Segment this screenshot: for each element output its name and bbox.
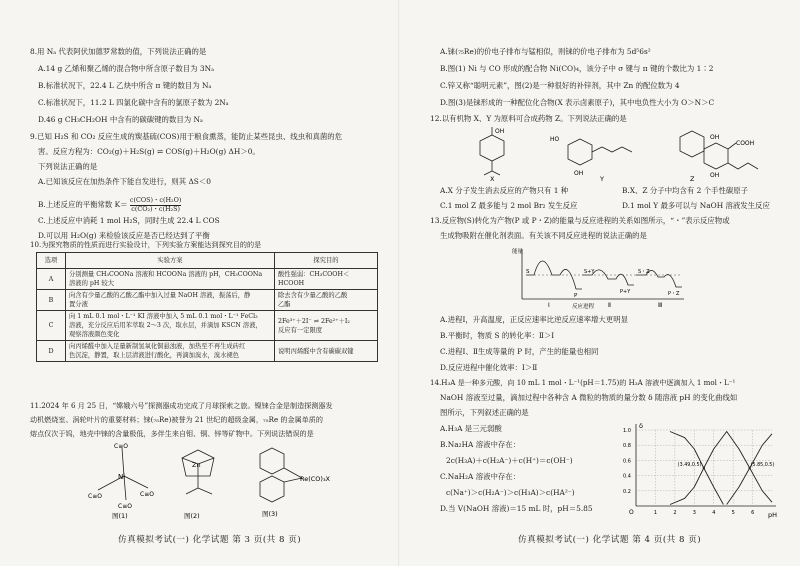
plan-line: 色沉淀，静置，取上层清液进行酸化，再滴加溴水，溴水褪色 xyxy=(69,352,240,359)
table-cell-plan xyxy=(66,311,275,341)
q10-stem: 10.为探究物质的性质而进行实验设计，下列实验方案能达到探究目的的是 xyxy=(30,240,262,249)
q13-option-c: C.进程Ⅰ、Ⅱ生成等量的 P 时，产生的能量也相同 xyxy=(440,347,599,356)
intersection-label: (5.85,0.5) xyxy=(750,463,775,468)
table-row xyxy=(37,311,378,341)
page-footer-left: 仿真模拟考试(一) 化学试题 第 3 页(共 8 页) xyxy=(118,535,302,545)
q9-option-d: D.可以用 H₂O(g) 来检验该反应是否已经达到了平衡 xyxy=(38,231,210,240)
y-hydroxyl-bottom: OH xyxy=(574,170,584,177)
bipyridine-rings xyxy=(260,448,302,502)
fraction-numerator: c(COS)・c(H₂O) xyxy=(129,196,182,204)
figure-3-rhenium-complex xyxy=(242,440,362,520)
figure-2-caption: 图(2) xyxy=(184,512,200,520)
q13-option-d: D.反应进程中催化效率：Ⅰ＞Ⅱ xyxy=(440,363,538,372)
zinc-complex-bonds xyxy=(182,450,214,494)
chart-annotations xyxy=(678,462,775,469)
label-z: Z xyxy=(690,175,695,183)
plan-line: 溶液的 pH 较大 xyxy=(69,280,115,287)
x-axis-label: pH xyxy=(768,511,778,519)
table-row xyxy=(37,290,378,311)
structure-y-lines xyxy=(568,139,632,165)
distribution-curve-2 xyxy=(670,432,772,505)
label-y: Y xyxy=(600,175,604,183)
figure-2-zinc-complex xyxy=(162,442,232,520)
table-header: 实验方案 xyxy=(66,253,275,269)
table-cell-goal xyxy=(275,290,378,311)
table-cell-plan xyxy=(66,269,275,290)
co-ligand: C≡O xyxy=(114,443,128,450)
tag-p-plus-y: P+Y xyxy=(620,289,631,295)
process-3-label: Ⅲ xyxy=(658,302,663,309)
goal-line: 2Fe³⁺＋2I⁻ ⇌ 2Fe²⁺＋I₂ xyxy=(278,317,350,325)
y-tick-label: 0.4 xyxy=(623,473,631,480)
tag-s-z: S・Z xyxy=(638,269,650,275)
y-tick-label: 0.6 xyxy=(623,458,631,465)
q10-table xyxy=(36,252,378,362)
q13-option-a: A.进程Ⅰ，升高温度，正反应速率比逆反应速率增大更明显 xyxy=(440,315,628,324)
q8-option-d: D.46 g CH₃CH₂OH 中含有的碳碳键的数目为 Nₐ xyxy=(38,115,203,124)
q12-option-a: A.X 分子发生消去反应的产物只有 1 种 xyxy=(440,186,569,195)
intersection-label: (3.49,0.5) xyxy=(677,463,702,468)
energy-axis-label: 能量 xyxy=(512,249,524,255)
q14-option-d: D.当 V(NaOH 溶液)＝15 mL 时，pH＝5.85 xyxy=(440,504,593,513)
figure-3-caption: 图(3) xyxy=(262,510,278,518)
z-hydroxyl-top: OH xyxy=(710,134,720,141)
process-1-label: Ⅰ xyxy=(548,302,550,309)
page-footer-right: 仿真模拟考试(一) 化学试题 第 4 页(共 8 页) xyxy=(518,535,702,545)
q9-option-b xyxy=(38,197,181,213)
plan-line: 向含有少量乙酸的乙酸乙酯中加入过量 NaOH 溶液，振荡后，静 xyxy=(69,292,251,299)
x-tick-label: 6 xyxy=(751,510,755,516)
figure-1-nickel-carbonyl xyxy=(88,440,160,520)
z-hydroxyl-bottom: OH xyxy=(710,172,720,179)
y-hydroxyl-left: HO xyxy=(550,136,560,143)
table-cell-option: D xyxy=(37,341,66,362)
q12-option-c: C.1 mol Z 最多能与 2 mol Br₂ 发生反应 xyxy=(440,201,578,210)
q9-stem-line2: 害。反应方程为：CO₂(g)＋H₂S(g) ⇌ COS(g)＋H₂O(g) ΔH＞0。 xyxy=(38,147,260,156)
q13-option-b: B.平衡时，物质 S 的转化率：Ⅱ＞Ⅰ xyxy=(440,331,555,340)
q11-option-c: C.锌又称“聪明元素”，图(2)是一种很好的补锌剂，其中 Zn 的配位数为 4 xyxy=(440,81,680,90)
q9-option-c: C.上述反应中消耗 1 mol H₂S，同时生成 22.4 L COS xyxy=(38,216,220,225)
table-row xyxy=(37,341,378,362)
y-tick-label: 1.0 xyxy=(623,428,631,434)
chart-ticks xyxy=(623,428,772,516)
q13-energy-diagram xyxy=(512,245,692,311)
energy-axes xyxy=(522,249,684,299)
table-header: 选项 xyxy=(37,253,66,269)
label-x: X xyxy=(490,175,495,183)
plan-line: 观察溶液颜色变化 xyxy=(69,331,120,338)
y-axis-label: δ xyxy=(639,422,643,430)
figure-1-caption: 图(1) xyxy=(112,512,128,520)
q14-distribution-chart xyxy=(622,420,782,520)
q9-option-a: A.已知该反应在加热条件下能自发进行，则其 ΔS＜0 xyxy=(38,177,211,186)
table-cell-goal xyxy=(275,311,378,341)
plan-line: 向丙烯醛中加入足量新制氢氧化铜悬浊液，加热至不再生成砖红 xyxy=(69,343,246,350)
table-header-row xyxy=(37,253,378,269)
q8-option-b: B.标准状况下，22.4 L 乙炔中所含 π 键的数目为 Nₐ xyxy=(38,81,212,90)
table-cell-goal xyxy=(275,341,378,362)
table-header: 探究目的 xyxy=(275,253,378,269)
q14-option-a: A.H₃A 是三元弱酸 xyxy=(440,424,502,433)
q8-option-a: A.14 g 乙烯和聚乙烯的混合物中所含原子数目为 3Nₐ xyxy=(38,64,214,73)
co-ligand: C≡O xyxy=(88,493,102,500)
co-ligand: C≡O xyxy=(140,491,154,498)
process-2-label: Ⅱ xyxy=(608,302,611,309)
q11-option-d: D.图(3)是铼形成的一种配位化合物(X 表示卤素原子)，其中电负性大小为 O＞N＞C xyxy=(440,98,715,107)
q8-option-c: C.标准状况下，11.2 L 四氯化碳中含有的氯原子数为 2Nₐ xyxy=(38,98,229,107)
q14-option-b-equation: 2c(H₃A)＋c(H₂A⁻)＋c(H⁺)＝c(OH⁻) xyxy=(446,456,573,465)
tag-p: P xyxy=(574,293,578,299)
table-cell-plan xyxy=(66,290,275,311)
reaction-axis-label: 反应进程 xyxy=(572,304,595,310)
nickel-center: Ni xyxy=(118,473,126,481)
fraction-denominator: c(CO₂)・c(H₂S) xyxy=(131,204,180,213)
q13-stem-line1: 13.反应物(S)转化为产物(P 或 P・Z)的能量与反应进程的关系如图所示，“・”表示反应物或 xyxy=(430,216,730,225)
goal-line: 乙酯 xyxy=(278,301,291,308)
q8-stem: 8.用 Nₐ 代表阿伏加德罗常数的值，下列说法正确的是 xyxy=(30,47,207,56)
q14-option-c-equation: c(Na⁺)＞c(H₂A⁻)＞c(H₃A)＞c(HA²⁻) xyxy=(446,488,575,497)
goal-line: 说明丙烯醛中含有碳碳双键 xyxy=(278,347,354,355)
q14-stem-line2: NaOH 溶液至过量，滴加过程中各种含 A 微粒的物质的量分数 δ 随溶液 pH 的变化曲线如 xyxy=(440,393,738,402)
q12-option-d: D.1 mol Y 最多可以与 NaOH 溶液发生反应 xyxy=(622,201,770,210)
table-cell-goal xyxy=(275,269,378,290)
q9-stem-line3: 下列说法正确的是 xyxy=(38,162,98,171)
y-tick-label: 0.8 xyxy=(623,443,631,450)
q12-stem: 12.以有机物 X、Y 为原料可合成药物 Z。下列说法正确的是 xyxy=(430,114,627,123)
q14-option-c: C.NaH₂A 溶液中存在： xyxy=(440,472,521,481)
table-cell-option: C xyxy=(37,311,66,341)
plan-line: 向 1 mL 0.1 mol・L⁻¹ KI 溶液中加入 5 mL 0.1 mol・L⁻¹ FeCl₃ xyxy=(69,313,258,320)
x-tick-label: 5 xyxy=(731,510,735,516)
q12-option-b: B.X、Z 分子中均含有 2 个手性碳原子 xyxy=(622,186,749,195)
distribution-curve-1 xyxy=(670,432,723,505)
plan-line: 溶液，充分反应后用苯萃取 2～3 次，取水层，并滴加 KSCN 溶液， xyxy=(69,322,262,329)
z-carboxyl: COOH xyxy=(736,140,755,147)
table-cell-option: B xyxy=(37,290,66,311)
tag-p-z: P・Z xyxy=(668,291,680,297)
co-ligand: C≡O xyxy=(118,503,132,510)
origin-label: O xyxy=(629,509,634,516)
x-tick-label: 2 xyxy=(673,510,677,516)
q14-stem-line1: 14.H₃A 是一种多元酸，向 10 mL 1 mol・L⁻¹(pH＝1.75)的 H₃A 溶液中逐滴加入 1 mol・L⁻¹ xyxy=(430,378,736,387)
q13-stem-line2: 生成物吸附在催化剂表面。有关该不同反应进程的说法正确的是 xyxy=(440,231,647,240)
q11-stem-line2: 动机燃烧室、涡轮叶片的重要材料；铼(₇₅Re)被誉为 21 世纪的超级金属，₇₅Re 的金属单质的 xyxy=(30,415,323,424)
q9-stem-line1: 9.已知 H₂S 和 CO₂ 反应生成的羰基硫(COS)用于粮食熏蒸，能防止某些昆虫、线虫和真菌的危 xyxy=(30,132,343,141)
goal-line: 反应有一定限度 xyxy=(278,326,323,334)
equilibrium-fraction xyxy=(130,197,181,213)
q11-stem-line1: 11.2024 年 6 月 25 日，“嫦娥六号”探测器成功完成了月球探索之旅。镍铼合金是制造探测器发 xyxy=(30,401,333,410)
table-row xyxy=(37,269,378,290)
q14-option-b: B.Na₂HA 溶液中存在： xyxy=(440,440,521,449)
x-tick-label: 4 xyxy=(712,510,716,516)
q11-stem-line3: 熔点仅次于钨，地壳中铼的含量极低，多伴生来自钼、铜、锌等矿物中。下列说法错误的是 xyxy=(30,429,314,438)
table-cell-option: A xyxy=(37,269,66,290)
right-page xyxy=(400,0,800,566)
tag-s-plus-y: S+Y xyxy=(584,269,595,275)
x-tick-label: 3 xyxy=(692,510,696,516)
q11-option-b: B.图(1) Ni 与 CO 形成的配合物 Ni(CO)₄，该分子中 σ 键与 π 键的个数比为 1∶2 xyxy=(440,64,714,73)
y-tick-label: 0.2 xyxy=(623,488,631,495)
q14-stem-line3: 图所示，下列叙述正确的是 xyxy=(440,408,529,417)
plan-line: 分别测量 CH₃COONa 溶液和 HCOONa 溶液的 pH，CH₃COONa xyxy=(69,271,263,278)
q9-option-b-prefix: B.上述反应的平衡常数 K＝ xyxy=(38,200,128,209)
q12-structures xyxy=(430,125,780,183)
table-cell-plan xyxy=(66,341,275,362)
rhenium-center: Re(CO)₃X xyxy=(300,475,331,483)
tag-s: S xyxy=(526,269,530,275)
intersection-point xyxy=(703,467,705,469)
x-tick-label: 1 xyxy=(653,510,658,516)
zinc-center: Zn xyxy=(192,461,201,469)
goal-line: 酸性强弱：CH₃COOH＜HCOOH xyxy=(278,271,350,287)
q11-option-a: A.铼(₇₅Re)的价电子排布与锰相似，则铼的价电子排布为 5d⁵6s² xyxy=(440,47,651,56)
chart-series xyxy=(670,432,772,505)
x-hydroxyl: OH xyxy=(495,128,505,135)
goal-line: 除去含有少量乙酸的乙酸 xyxy=(278,292,348,299)
plan-line: 置分液 xyxy=(69,301,88,308)
chart-axes xyxy=(629,422,777,519)
